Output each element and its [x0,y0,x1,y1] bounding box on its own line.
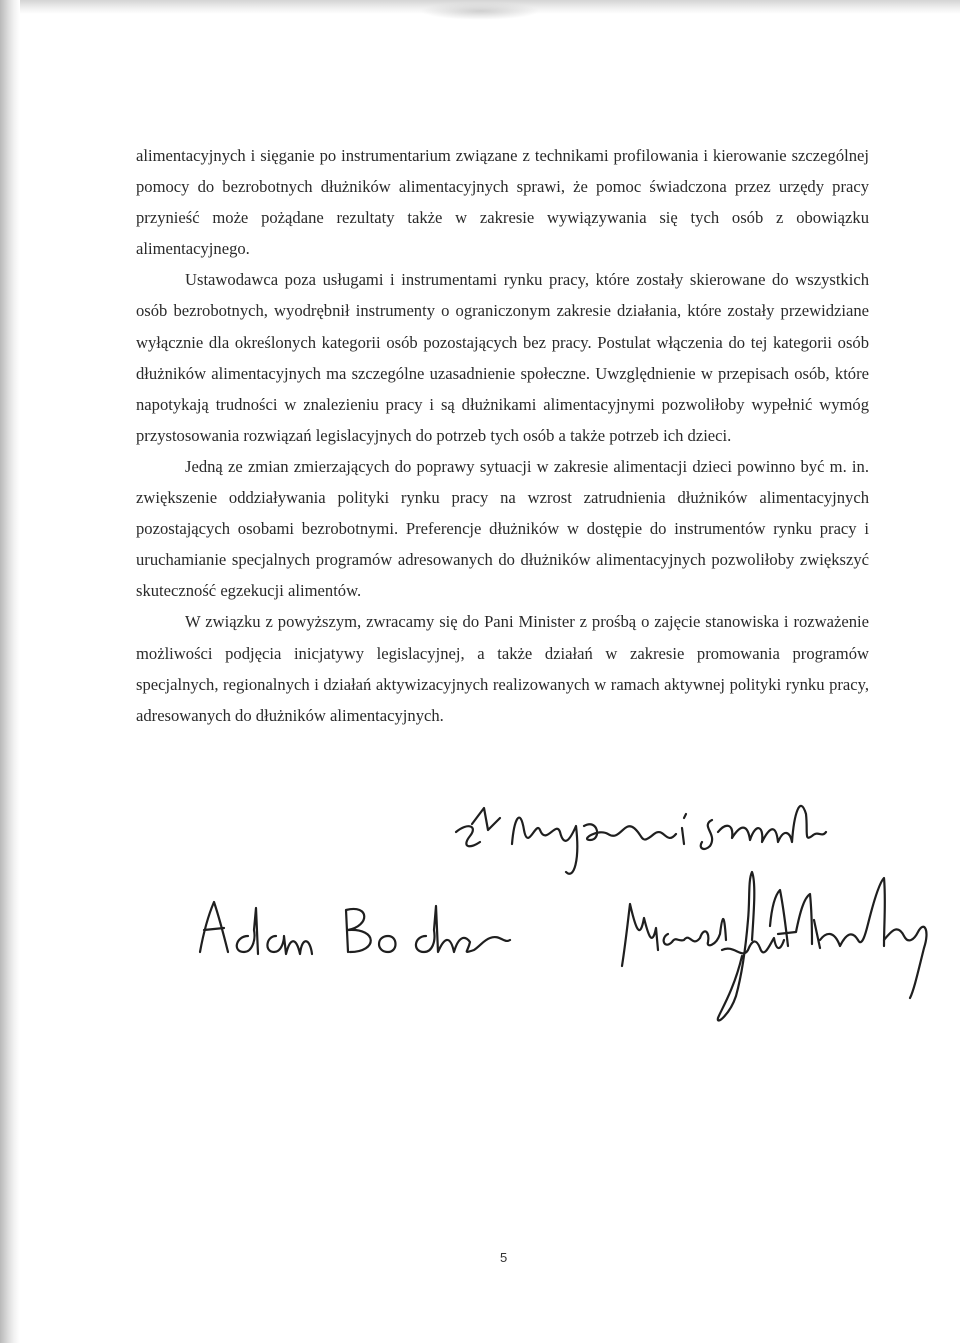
letter-body [136,140,869,731]
paragraph: W związku z powyższym, zwracamy się do Pani Minister z prośbą o zajęcie stanowiska i rozważenie możliwości podjęcia inicjatywy legislacyjnej, a także działań w zakresie promowania programów specjalnych, regionalnych i działań aktywizacyjnych realizowanych w ramach aktywnej polityki rynku pracy, adresowanych do dłużników alimentacyjnych. [136,612,869,725]
closing-handwriting [456,806,826,874]
scan-edge-left [0,0,20,1343]
paragraph: Jedną ze zmian zmierzających do poprawy sytuacji w zakresie alimentacji dzieci powinno być m. in. zwiększenie oddziaływania polityki rynku pracy na wzrost zatrudnienia dłużników alimentacyjnych pozostających osobami bezrobotnymi. Preferencje dłużników w dostępie do instrumentów rynku pracy i uruchamianie specjalnych programów adresowanych do dłużników alimentacyjnych pozwoliłoby zwiększyć skuteczność egzekucji alimentów. [136,456,869,601]
scan-smudge [420,2,540,20]
paragraph: Ustawodawca poza usługami i instrumentami rynku pracy, które zostały skierowane do wszystkich osób bezrobotnych, wyodrębnił instrumenty o ograniczonym zakresie działania, które zostały przewidziane wyłącznie dla określonych kategorii osób pozostających bez pracy. Postulat włączenia do tej kategorii osób dłużników alimentacyjnych ma szczególne uzasadnienie społeczne. Uwzględnienie w przepisach osób, które napotykają trudności w znalezieniu pracy i są dłużnikami alimentacyjnymi pozwoliłoby wypełnić wymóg przystosowania rozwiązań legislacyjnych do potrzeb tych osób a także potrzeb ich dzieci. [136,270,869,445]
signature-left [200,902,510,954]
page-number: 5 [500,1250,508,1265]
signature-right [622,872,926,1021]
paragraph-continuation: alimentacyjnych i sięganie po instrumentarium związane z technikami profilowania i kierowanie szczególnej pomocy do bezrobotnych dłużników alimentacyjnych sprawi, że pomoc świadczona przez urzędy pracy przynieść może pożądane rezultaty także w zakresie wywiązywania się tych osób z obowiązku alimentacyjnego. [136,146,869,259]
